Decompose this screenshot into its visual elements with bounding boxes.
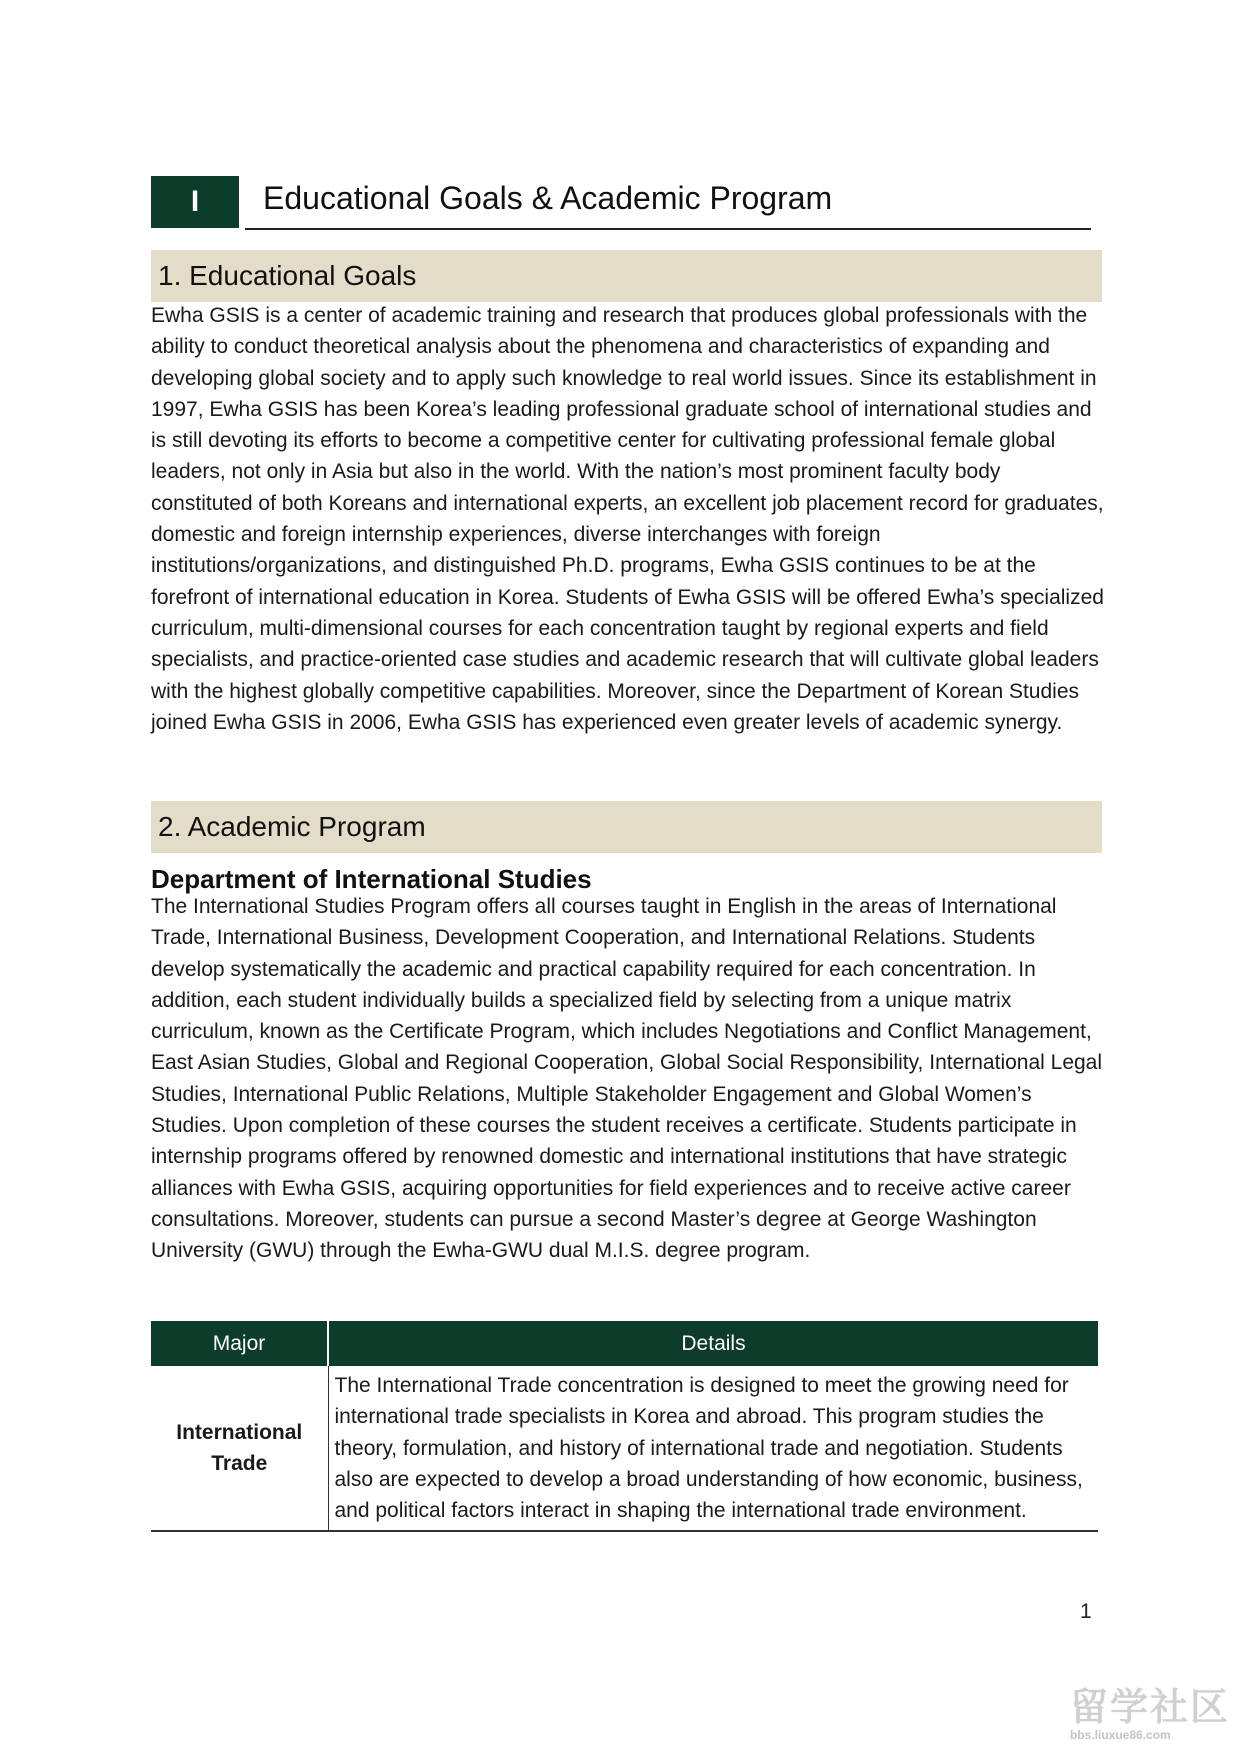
chapter-number: I: [151, 176, 239, 228]
details-cell: The International Trade concentration is designed to meet the growing need for international trade specialists in Korea and abroad. This program studies the theory, formulation, and history of international trade and negotiation. Students also are expected to develop a broad understanding of how economic, business, and political factors interact in shaping the international trade environment.: [328, 1366, 1098, 1531]
chapter-underline: [245, 228, 1091, 230]
table-header-details: Details: [328, 1321, 1098, 1366]
major-name-line1: International: [176, 1420, 303, 1444]
watermark-title: 留学社区: [1070, 1687, 1231, 1729]
major-cell: [151, 1366, 328, 1531]
major-name-line2: Trade: [211, 1452, 268, 1476]
table-header-major: Major: [151, 1321, 328, 1366]
department-subheading: Department of International Studies: [151, 864, 592, 894]
page-number: 1: [1080, 1600, 1092, 1623]
watermark: [1070, 1688, 1235, 1748]
chapter-header: [151, 176, 1091, 228]
watermark-url: bbs.liuxue86.com: [1070, 1728, 1171, 1742]
section-heading-text: 1. Educational Goals: [158, 260, 417, 291]
majors-table: [151, 1321, 1098, 1532]
section-heading-educational-goals: [151, 250, 1102, 302]
educational-goals-paragraph: Ewha GSIS is a center of academic training and research that produces global professionals with the ability to conduct theoretical analysis about the phenomena and characteristics of expanding and developing global society and to apply such knowledge to real world issues. Since its establishment in 1997, Ewha GSIS has been Korea’s leading professional graduate school of international studies and is still devoting its efforts to become a competitive center for cultivating professional female global leaders, not only in Asia but also in the world. With the nation’s most prominent faculty body constituted of both Koreans and international experts, an excellent job placement record for graduates, domestic and foreign internship experiences, diverse interchanges with foreign institutions/organizations, and distinguished Ph.D. programs, Ewha GSIS continues to be at the forefront of international education in Korea. Students of Ewha GSIS will be offered Ewha’s specialized curriculum, multi-dimensional courses for each concentration taught by regional experts and field specialists, and practice-oriented case studies and academic research that will cultivate global leaders with the highest globally competitive capabilities. Moreover, since the Department of Korean Studies joined Ewha GSIS in 2006, Ewha GSIS has experienced even greater levels of academic synergy.: [151, 304, 1104, 734]
table-header-row: [151, 1321, 1098, 1366]
chapter-title: Educational Goals & Academic Program: [263, 180, 833, 216]
academic-program-paragraph: The International Studies Program offers all courses taught in English in the areas of International Trade, International Business, Development Cooperation, and International Relations. Students develop systematically the academic and practical capability required for each concentration. In addition, each student individually builds a specialized field by selecting from a unique matrix curriculum, known as the Certificate Program, which includes Negotiations and Conflict Management, East Asian Studies, Global and Regional Cooperation, Global Social Responsibility, International Legal Studies, International Public Relations, Multiple Stakeholder Engagement and Global Women’s Studies. Upon completion of these courses the student receives a certificate. Students participate in internship programs offered by renowned domestic and international institutions that have strategic alliances with Ewha GSIS, acquiring opportunities for field experiences and to receive active career consultations. Moreover, students can pursue a second Master’s degree at George Washington University (GWU) through the Ewha-GWU dual M.I.S. degree program.: [151, 895, 1103, 1263]
section-heading-text: 2. Academic Program: [158, 811, 426, 842]
section-heading-academic-program: [151, 801, 1102, 853]
table-row: [151, 1366, 1098, 1531]
